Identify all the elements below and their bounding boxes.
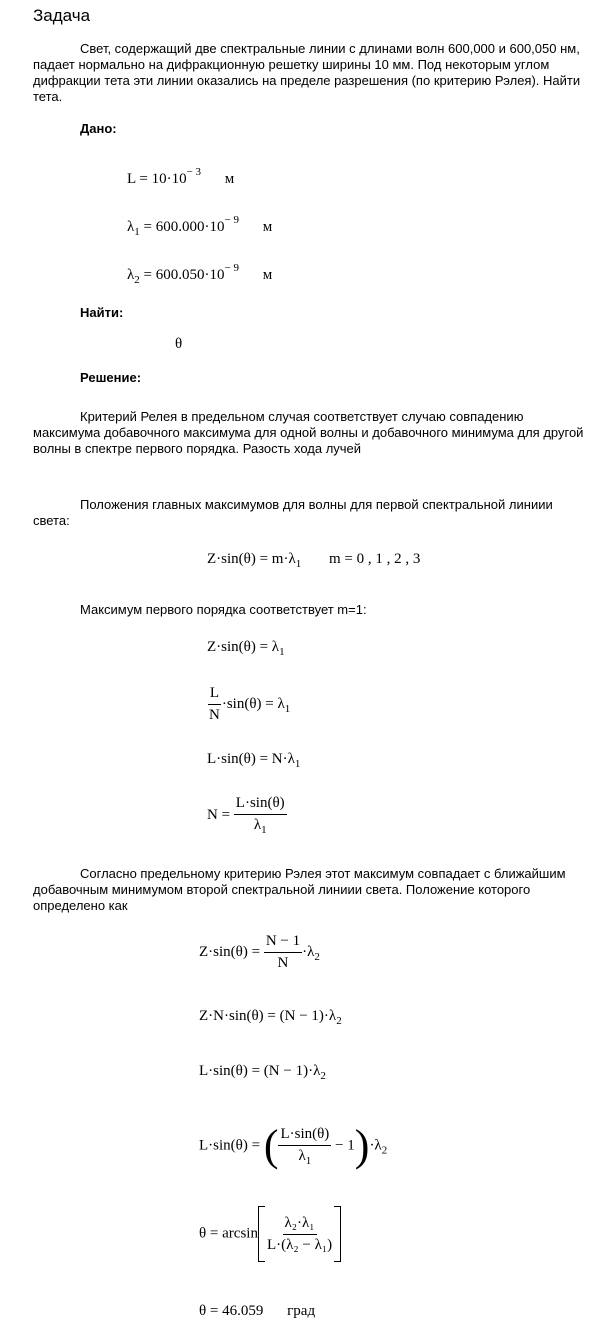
solution-paragraph-2: Положения главных максимумов для волны для первой спектральной линиии света: [33, 497, 553, 528]
equation-3 [207, 751, 300, 770]
equation-9 [199, 1206, 341, 1262]
equation-grating-sub: 1 [295, 558, 302, 570]
equation-3-sub: 1 [294, 758, 301, 770]
answer-unit: град [287, 1303, 316, 1319]
equation-5-fraction [264, 933, 302, 972]
equation-8-rest: ·λ [369, 1137, 382, 1154]
equation-7 [199, 1063, 326, 1082]
lambda2-exponent: − 9 [224, 262, 239, 274]
answer-value: θ = 46.059 [199, 1303, 264, 1319]
equation-2-fraction [207, 685, 222, 724]
equation-1 [207, 639, 285, 658]
equation-2-numerator: L [208, 685, 221, 705]
L-mantissa: 10·10 [151, 171, 187, 187]
equation-grating-rhs: = m·λ [259, 551, 296, 567]
equation-8-den-sub: 1 [305, 1154, 312, 1167]
equation-2 [207, 685, 290, 724]
lambda2-symbol: λ [127, 267, 135, 283]
lambda2-mantissa: 600.050·10 [155, 267, 225, 283]
equation-grating [207, 551, 420, 570]
equation-1-text: Z·sin(θ) = λ [207, 639, 280, 655]
equation-9-lhs: θ = arcsin [199, 1225, 258, 1242]
lambda1-symbol: λ [127, 219, 135, 235]
lambda2-subscript: 2 [134, 274, 140, 286]
L-unit: м [224, 171, 235, 187]
equation-5-numerator: N − 1 [264, 933, 302, 953]
equation-6-text: Z·N·sin(θ) = (N − 1)·λ [199, 1008, 337, 1024]
equation-4-den-sub: 1 [261, 824, 267, 836]
equation-9-left-bracket [258, 1206, 265, 1262]
equation-3-text: L·sin(θ) = N·λ [207, 751, 295, 767]
equation-8-sub: 2 [381, 1144, 388, 1157]
given-label: Дано: [80, 121, 117, 136]
find-symbol: θ [175, 336, 183, 352]
lambda1-exponent: − 9 [224, 214, 239, 226]
lambda1-mantissa: 600.000·10 [155, 219, 225, 235]
equation-4-denominator: $\lambda_1$ [253, 817, 267, 836]
equation-8-fraction [278, 1126, 331, 1167]
equation-6-sub: 2 [336, 1015, 342, 1027]
equation-grating-lhs: Z·sin(θ) [207, 551, 256, 567]
find-label: Найти: [80, 305, 124, 320]
equation-5-denominator: N [277, 955, 289, 971]
equation-8 [199, 1121, 388, 1170]
equation-8-left-paren: ( [263, 1121, 279, 1170]
L-symbol: L [127, 171, 136, 187]
equation-5-sub: 2 [314, 950, 320, 963]
given-lambda2: $\lambda_2 = 600.050\cdot 10^{- 9}$ м [127, 262, 273, 286]
equation-9-right-bracket [334, 1206, 341, 1262]
equation-4 [207, 795, 287, 836]
problem-text: Свет, содержащий две спектральные линии с длинами волн 600,000 и 600,050 нм, падает нормально на дифракционную решетку ширины 10 мм. Под некоторым углом дифракции тета эти линии оказались на пределе разрешения (по критерию Рэлея). Найти тета. [33, 41, 581, 104]
equation-grating-m-values: m = 0 , 1 , 2 , 3 [329, 551, 421, 567]
solution-paragraph-1: Критерий Релея в предельном случая соответствует случаю совпадению максимума добавочного максимума для одной волны и добавочного минимума для другой волны в спектре первого порядка. Разость хода лучей [33, 409, 584, 456]
lambda1-unit: м [262, 219, 273, 235]
equation-8-lhs: L·sin(θ) = [199, 1137, 261, 1154]
equation-5-rest: ·λ [302, 943, 315, 960]
equation-7-text: L·sin(θ) = (N − 1)·λ [199, 1063, 321, 1079]
lambda2-unit: м [262, 267, 273, 283]
given-L: $L = 10\cdot 10^{- 3}$ м [127, 166, 235, 187]
equation-8-right-paren: ) [354, 1121, 370, 1170]
equation-8-minus: − 1 [335, 1137, 355, 1154]
equation-9-denominator: L·(λ₂ − λ₁) [266, 1236, 333, 1253]
answer [199, 1303, 315, 1320]
equation-9-fraction [265, 1215, 334, 1254]
equation-2-sub: 1 [284, 702, 291, 715]
equation-2-denominator: N [209, 707, 220, 723]
lambda1-subscript: 1 [134, 226, 140, 238]
L-exponent: − 3 [186, 166, 202, 178]
equation-5 [199, 933, 320, 972]
solution-paragraph-3: Максимум первого порядка соответствует m=1: [80, 602, 367, 617]
equation-8-denominator: $\lambda_1$ [298, 1147, 312, 1167]
solution-label: Решение: [80, 370, 142, 385]
equation-4-lhs: N = [207, 806, 231, 823]
equation-8-numerator: L·sin(θ) [278, 1126, 331, 1146]
equation-4-numerator: L·sin(θ) [234, 795, 287, 815]
equation-4-fraction [234, 795, 287, 836]
page-title: Задача [33, 6, 91, 25]
given-lambda1: $\lambda_1 = 600.000\cdot 10^{- 9}$ м [127, 214, 273, 238]
equation-2-rest: ·sin(θ) = λ [221, 695, 285, 712]
equation-6 [199, 1008, 342, 1027]
equation-1-sub: 1 [279, 646, 285, 658]
solution-paragraph-4: Согласно предельному критерию Рэлея этот максимум совпадает с ближайшим добавочным минимумом второй спектральной линиии света. Положение которого определено как [33, 866, 566, 913]
equation-7-sub: 2 [320, 1070, 326, 1082]
equation-5-lhs: Z·sin(θ) = [199, 943, 261, 960]
equation-9-numerator: λ₂·λ₁ [283, 1215, 317, 1235]
